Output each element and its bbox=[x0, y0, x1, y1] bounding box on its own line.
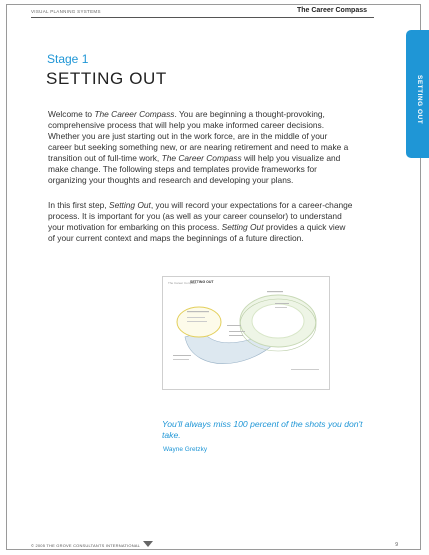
page-title: SETTING OUT bbox=[46, 69, 167, 88]
intro-paragraph bbox=[48, 109, 353, 186]
step-text-3: provides a quick view of your current context and maps the beginnings of a future direction. bbox=[48, 222, 346, 243]
thumbnail-title: SETTING OUT bbox=[190, 280, 214, 284]
stage-label: Stage 1 bbox=[47, 52, 89, 66]
step-italic-2: Setting Out bbox=[221, 222, 264, 232]
intro-italic-1: The Career Compass bbox=[94, 109, 175, 119]
intro-text-3: will help you visualize and make change. The following steps and templates provide frameworks for organizing your thoughts and research and developing your plans. bbox=[48, 153, 341, 185]
quote-attribution: Wayne Gretzky bbox=[163, 446, 208, 453]
header-book-title: The Career Compass bbox=[296, 7, 367, 14]
setting-out-diagram-graphic bbox=[163, 277, 329, 389]
thumbnail-head: The Career Compass bbox=[168, 281, 197, 285]
intro-text-2: . You are beginning a thought-provoking, comprehensive process that will help you make informed career decisions. Whether you are just starting out in the work force, are in the middle of your career but seeking something new, or are nearing retirement and need to make a transition out of full-time work, bbox=[48, 109, 349, 163]
side-tab-label: SETTING OUT bbox=[416, 75, 423, 125]
step-italic-1: Setting Out bbox=[108, 200, 151, 210]
quote-text: You'll always miss 100 percent of the shots you don't take. bbox=[162, 419, 363, 440]
page-number: 9 bbox=[395, 542, 398, 548]
step-text-2: , you will record your expectations for a career-change process. It is important for you (as well as your career counselor) to understand your motivation for embarking on this process. bbox=[48, 200, 353, 232]
footer-copyright: © 2005 THE GROVE CONSULTANTS INTERNATIONAL bbox=[31, 543, 141, 548]
header-series-label: VISUAL PLANNING SYSTEMS bbox=[31, 9, 101, 14]
section-side-tab[interactable] bbox=[406, 30, 429, 158]
header-rule bbox=[31, 17, 374, 18]
intro-text-1: Welcome to bbox=[48, 109, 95, 119]
template-thumbnail[interactable] bbox=[162, 276, 330, 390]
intro-italic-2: The Career Compass bbox=[161, 153, 242, 163]
step-text-1: In this first step, bbox=[48, 200, 109, 210]
step-paragraph bbox=[48, 200, 353, 244]
grove-logo-icon bbox=[143, 541, 153, 547]
